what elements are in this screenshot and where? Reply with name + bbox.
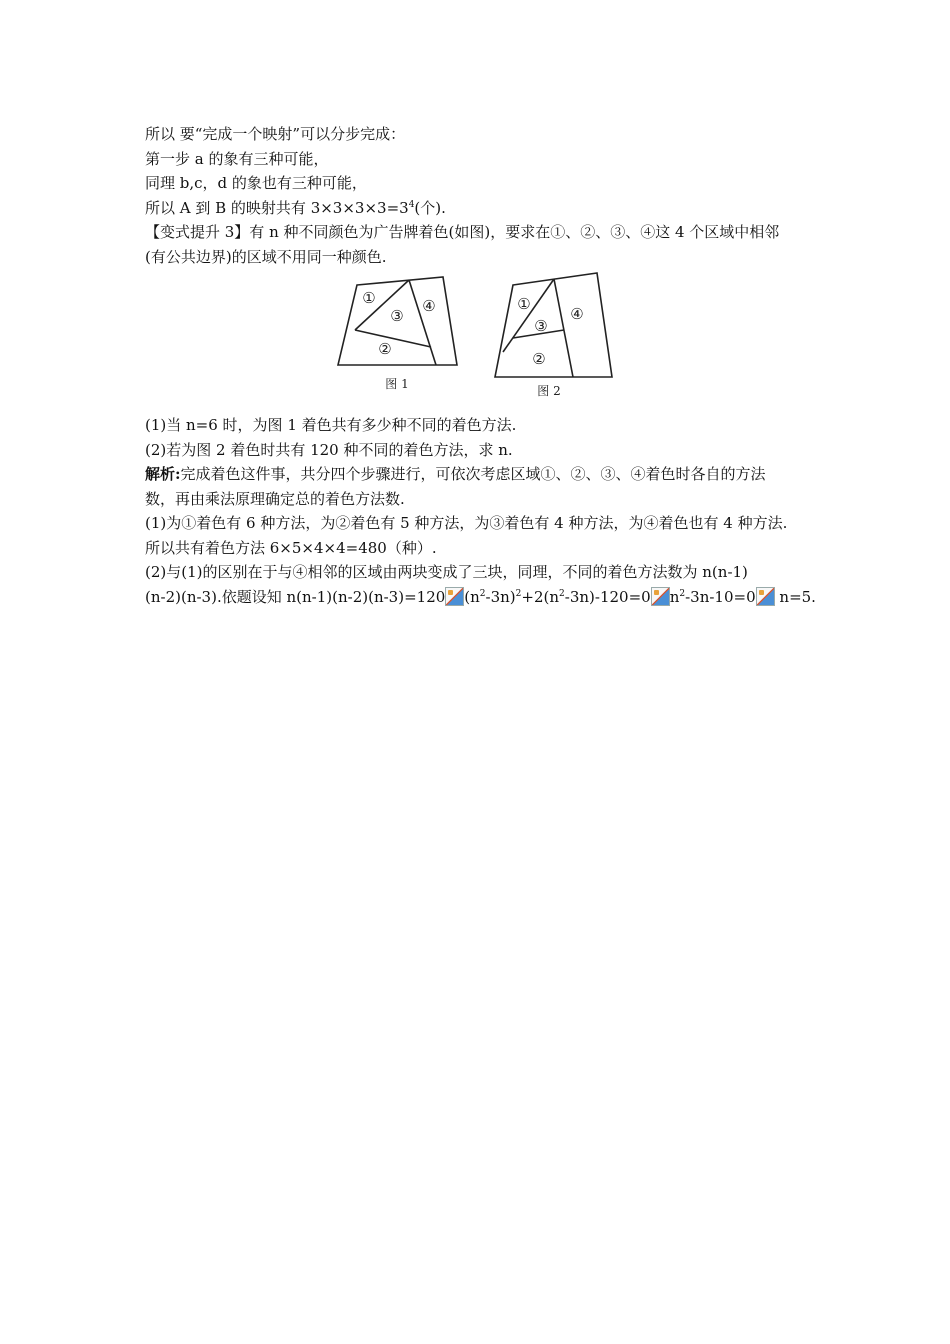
text-fragment: n	[669, 587, 680, 606]
superscript: 4	[408, 199, 415, 210]
text-fragment: +2(n	[521, 587, 560, 606]
text-fragment: (个).	[414, 198, 446, 217]
text-line: (1)为①着色有 6 种方法，为②着色有 5 种方法，为③着色有 4 种方法，为④着色也有 4 种方法.	[145, 514, 788, 532]
broken-image-icon	[756, 587, 775, 606]
text-fragment: -3n-10=0	[685, 587, 756, 606]
text-line: (2)与(1)的区别在于与④相邻的区域由两块变成了三块，同理，不同的着色方法数为 n(n-1)	[145, 563, 748, 581]
text-line: 同理 b,c，d 的象也有三种可能，	[145, 174, 367, 192]
text-line: 【变式提升 3】有 n 种不同颜色为广告牌着色(如图)，要求在①、②、③、④这 4 个区域中相邻	[145, 223, 780, 241]
text-line: 所以 要“完成一个映射”可以分步完成：	[145, 125, 406, 143]
fig2-region-2: ②	[532, 350, 546, 368]
figure-2	[493, 271, 615, 399]
text-fragment: 所以 A 到 B 的映射共有 3×3×3×3=3	[145, 198, 409, 217]
fig2-caption: 图 2	[537, 384, 561, 398]
fig1-edge	[409, 280, 436, 365]
solution-label: 解析:	[145, 465, 181, 483]
figure-row	[145, 271, 815, 409]
superscript: 2	[479, 588, 486, 599]
text-line: 所以共有着色方法 6×5×4×4=480（种）.	[145, 538, 437, 557]
text-fragment: (n-2)(n-3).依题设知 n(n-1)(n-2)(n-3)=120	[145, 587, 446, 606]
fig1-region-1: ①	[362, 289, 376, 307]
fig2-region-4: ④	[570, 305, 584, 323]
fig1-region-4: ④	[422, 297, 436, 315]
broken-image-icon	[445, 587, 464, 606]
figure-1	[335, 271, 460, 393]
text-fragment: n=5.	[774, 587, 816, 606]
fig1-region-3: ③	[390, 307, 404, 325]
fig2-region-1: ①	[517, 295, 531, 313]
fig2-edge	[554, 279, 573, 377]
fig2-edge	[503, 279, 554, 352]
text-line: 数，再由乘法原理确定总的着色方法数.	[145, 489, 405, 508]
fig1-edge	[355, 330, 431, 347]
superscript: 2	[515, 588, 522, 599]
fig1-region-2: ②	[378, 340, 392, 358]
text-line	[145, 585, 815, 610]
fig2-outline	[495, 273, 612, 377]
text-fragment: (n	[464, 587, 480, 606]
text-fragment: -3n)	[485, 587, 516, 606]
superscript: 2	[559, 588, 565, 599]
superscript: 2	[679, 588, 686, 599]
text-line: (有公共边界)的区域不用同一种颜色.	[145, 247, 387, 266]
text-line: 第一步 a 的象有三种可能，	[145, 149, 329, 168]
document-body	[145, 122, 815, 609]
fig2-region-3: ③	[534, 317, 548, 335]
text-fragment: -3n)-120=0	[564, 587, 651, 606]
text-line	[145, 462, 815, 487]
text-line: (1)当 n=6 时，为图 1 着色共有多少种不同的着色方法.	[145, 416, 517, 434]
text-line	[145, 196, 815, 221]
broken-image-icon	[651, 587, 670, 606]
fig1-caption: 图 1	[385, 377, 409, 391]
text-line: (2)若为图 2 着色时共有 120 种不同的着色方法，求 n.	[145, 440, 513, 459]
text-fragment: 完成着色这件事，共分四个步骤进行，可依次考虑区域①、②、③、④着色时各自的方法	[180, 465, 766, 483]
